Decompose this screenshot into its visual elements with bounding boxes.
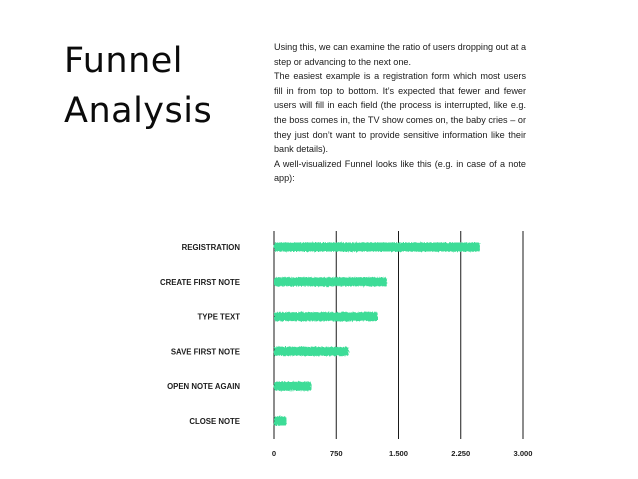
x-tick-label: 750 — [329, 449, 343, 458]
bar — [274, 382, 311, 391]
category-label: CREATE FIRST NOTE — [160, 277, 240, 287]
chart-gridlines — [274, 231, 523, 439]
chart-x-axis — [272, 449, 533, 458]
bar — [274, 347, 349, 356]
paragraph-3: A well-visualized Funnel looks like this (e.g. in case of a note app): — [274, 158, 526, 184]
x-tick-label: 0 — [271, 449, 277, 458]
paragraph-2: The easiest example is a registration form which most users fill in from top to bottom. It’s expected that fewer and fewer users will fill in each field (the process is interrupted, like e.g. the boss comes in, the TV show comes on, the baby cries – or they just don’t want to provide sensitive information like their bank details). — [274, 71, 526, 155]
category-label: TYPE TEXT — [197, 312, 240, 322]
category-label: CLOSE NOTE — [189, 417, 240, 426]
x-tick-label: 2.250 — [451, 449, 471, 458]
bar — [274, 243, 480, 252]
chart-category-labels — [160, 243, 240, 426]
title-line-2: Analysis — [64, 91, 213, 131]
category-label: SAVE FIRST NOTE — [170, 347, 240, 357]
title-line-1: Funnel — [64, 41, 184, 81]
bar — [274, 312, 378, 321]
paragraph-1: Using this, we can examine the ratio of users dropping out at a step or advancing to the next one. — [274, 42, 526, 67]
x-tick-label: 1.500 — [388, 449, 409, 458]
bar — [274, 417, 286, 426]
bar — [274, 277, 387, 286]
category-label: OPEN NOTE AGAIN — [167, 382, 240, 392]
x-tick-label: 3.000 — [513, 449, 533, 458]
chart-bars — [274, 243, 480, 426]
category-label: REGISTRATION — [181, 243, 240, 252]
